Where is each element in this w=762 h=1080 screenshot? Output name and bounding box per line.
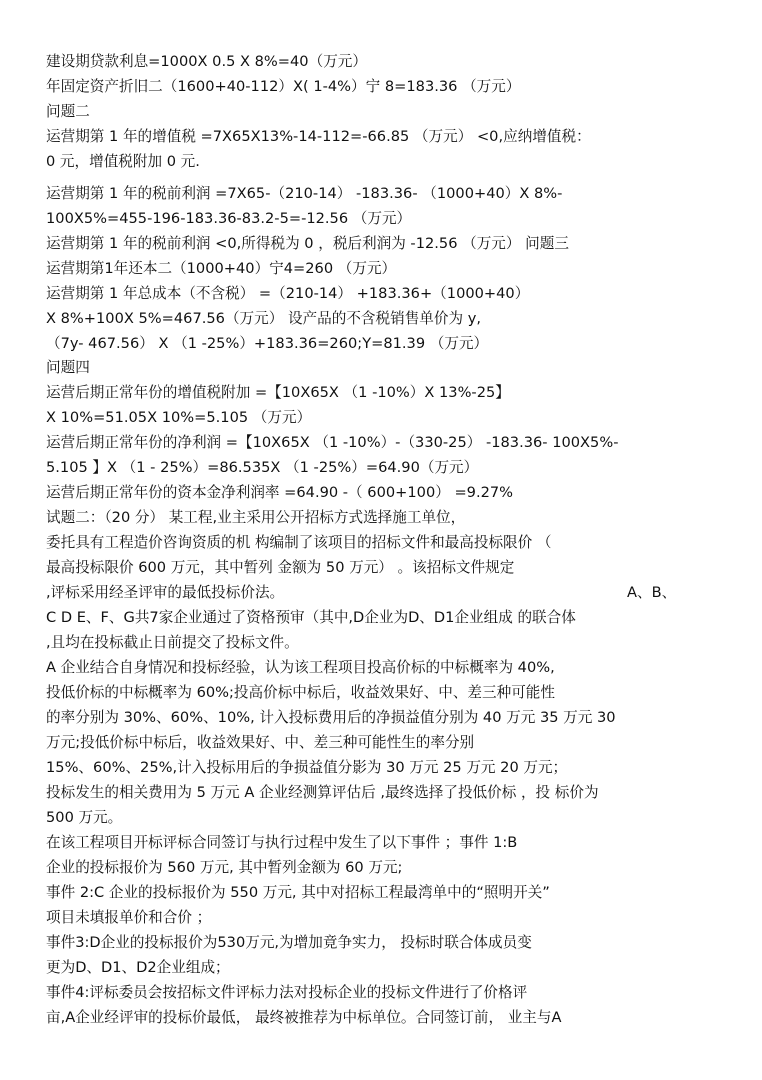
text-line: 事件3:D企业的投标报价为530万元,为增加竟争实力， 投标时联合体成员变 xyxy=(46,934,532,951)
question-heading: 试题二：（20 分） 某工程,业主采用公开招标方式选择施工单位， xyxy=(46,509,466,526)
text-line: 投低价标的中标概率为 60%;投高价标中标后，收益效果好、中、差三种可能性 xyxy=(46,684,555,701)
text-line: ,且均在投标截止日前提交了投标文件。 xyxy=(46,634,299,651)
text-line: 运营后期正常年份的净利润 =【10X65X （1 -10%）-（330-25） -183.36- 100X5%- xyxy=(46,434,619,451)
text-line: 运营期第 1 年的税前利润 <0,所得税为 0 ，税后利润为 -12.56 （万元） 问题三 xyxy=(46,235,569,252)
text-line: 运营期第 1 年总成本（不含税） =（210-14） +183.36+（1000+40） xyxy=(46,285,530,302)
section-heading: 问题四 xyxy=(46,359,90,376)
text-line: 的率分别为 30%、60%、10%, 计入投标费用后的净损益值分别为 40 万元 35 万元 30 xyxy=(46,709,616,726)
text-line: 项目未填报单价和合价 ； xyxy=(46,909,212,926)
text-line: 建设期贷款利息=1000X 0.5 X 8%=40（万元） xyxy=(46,53,367,70)
text-line: 运营期第 1 年的增值税 =7X65X13%-14-112=-66.85 （万元） <0,应纳增值税： xyxy=(46,128,591,145)
text-line: A 企业结合自身情况和投标经验，认为该工程项目投高价标的中标概率为 40%, xyxy=(46,659,555,676)
text-line: 年固定资产折旧二（1600+40-112）X( 1-4%）宁 8=183.36 （万元） xyxy=(46,78,521,95)
section-heading: 问题二 xyxy=(46,103,90,120)
text-line: X 8%+100X 5%=467.56（万元） 设产品的不含税销售单价为 y, xyxy=(46,310,482,327)
text-line: 运营期第1年还本二（1000+40）宁4=260 （万元） xyxy=(46,260,397,277)
text-line: C D E、F、G共7家企业通过了资格预审（其中,D企业为D、D1企业组成 的联合体 xyxy=(46,609,576,626)
text-line: X 10%=51.05X 10%=5.105 （万元） xyxy=(46,409,312,426)
text-line: 委托具有工程造价咨询资质的机 构编制了该项目的招标文件和最高投标限价 （ xyxy=(46,534,552,551)
text-line: 事件 2:C 企业的投标报价为 550 万元, 其中对招标工程最湾单中的“照明开关” xyxy=(46,884,550,901)
text-segment: ,评标采用经圣评审的最低投标价法。 xyxy=(46,584,285,601)
text-line: 运营期第 1 年的税前利润 =7X65-（210-14） -183.36- （1000+40）X 8%- xyxy=(46,185,563,202)
text-line: 事件4:评标委员会按招标文件评标力法对投标企业的投标文件进行了价格评 xyxy=(46,984,528,1001)
text-segment-right: A、B、 xyxy=(627,584,677,601)
text-line: 亩,A企业经评审的投标价最低， 最终被推荐为中标单位。合同签订前， 业主与A xyxy=(46,1009,562,1026)
text-line xyxy=(46,583,284,603)
text-line: 0 元，增值税附加 0 元. xyxy=(46,153,200,170)
text-line: 万元;投低价标中标后，收益效果好、中、差三种可能性生的率分别 xyxy=(46,734,475,751)
text-line: 更为D、D1、D2企业组成； xyxy=(46,959,230,976)
text-line: 企业的投标报价为 560 万元, 其中暂列金额为 60 万元; xyxy=(46,859,403,876)
text-line: 在该工程项目开标评标合同签订与执行过程中发生了以下事件 ；事件 1:B xyxy=(46,834,518,851)
text-line: 运营后期正常年份的资本金净利润率 =64.90 -（ 600+100） =9.27% xyxy=(46,484,514,501)
text-line: 最高投标限价 600 万元，其中暂列 金额为 50 万元） 。该招标文件规定 xyxy=(46,559,515,576)
text-line: 15%、60%、25%,计入投标用后的争损益值分影为 30 万元 25 万元 20 万元； xyxy=(46,759,568,776)
text-line: 500 万元。 xyxy=(46,809,123,826)
text-line: （7y- 467.56） X （1 -25%）+183.36=260;Y=81.39 （万元） xyxy=(46,335,489,352)
text-line: 投标发生的相关费用为 5 万元 A 企业经测算评估后 ,最终选择了投低价标 ，投 标价为 xyxy=(46,784,599,801)
text-line: 5.105 】X （1 - 25%）=86.535X （1 -25%）=64.90（万元） xyxy=(46,459,479,476)
text-line: 运营后期正常年份的增值税附加 =【10X65X （1 -10%）X 13%-25】 xyxy=(46,384,510,401)
text-line: 100X5%=455-196-183.36-83.2-5=-12.56 （万元） xyxy=(46,210,412,227)
